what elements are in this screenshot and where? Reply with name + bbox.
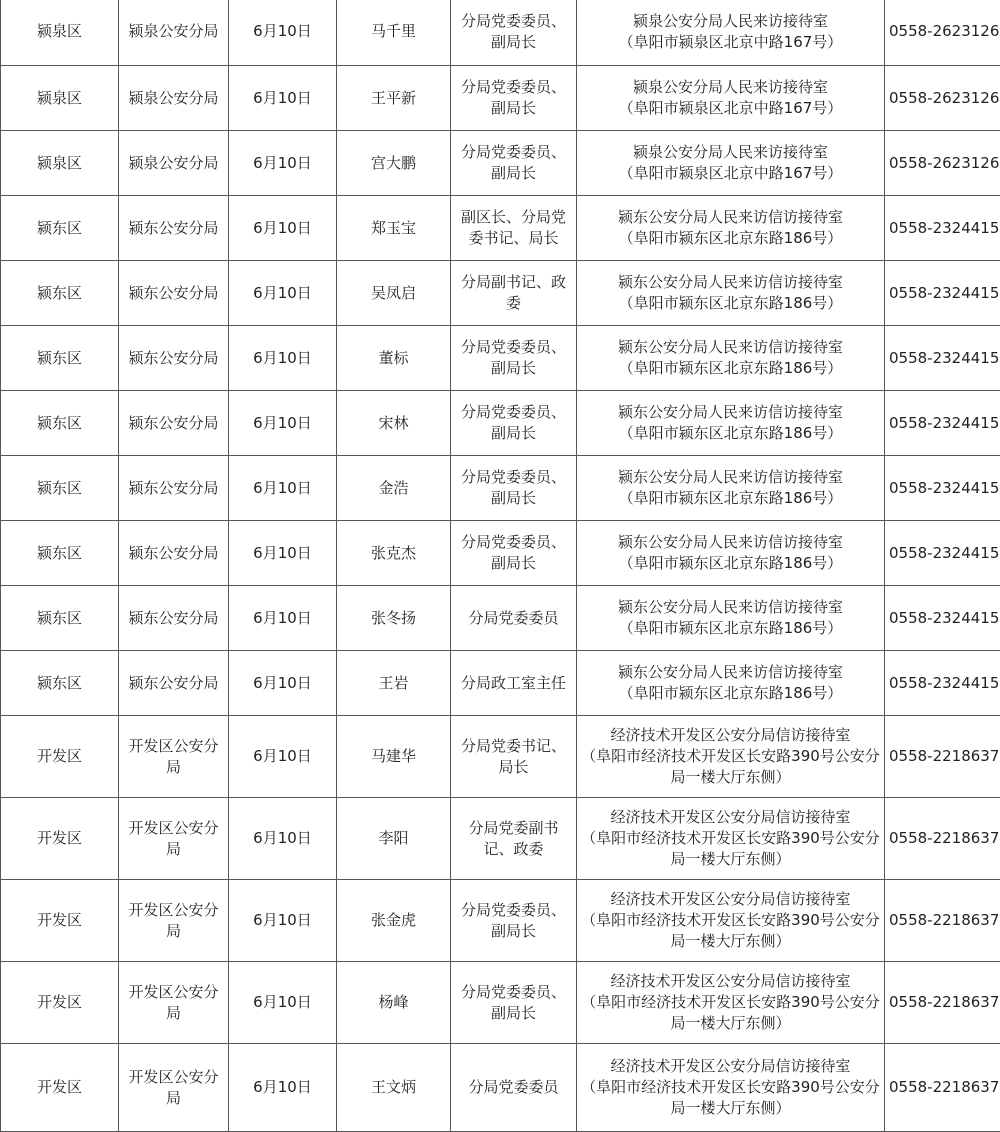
name-cell: 董标 [337, 326, 451, 391]
location-cell [577, 196, 885, 261]
name-cell: 宫大鹏 [337, 131, 451, 196]
location-address: （阜阳市颍东区北京东路186号） [581, 423, 880, 444]
date-cell: 6月10日 [229, 326, 337, 391]
location-name: 颍泉公安分局人民来访接待室 [581, 142, 880, 163]
location-name: 颍东公安分局人民来访信访接待室 [581, 532, 880, 553]
location-address: （阜阳市颍泉区北京中路167号） [581, 163, 880, 184]
location-name: 颍泉公安分局人民来访接待室 [581, 77, 880, 98]
bureau-cell: 开发区公安分局 [119, 880, 229, 962]
title-cell: 分局党委委员、副局长 [451, 521, 577, 586]
bureau-cell: 颍东公安分局 [119, 651, 229, 716]
bureau-cell: 颍东公安分局 [119, 521, 229, 586]
bureau-cell: 颍东公安分局 [119, 196, 229, 261]
phone-cell: 0558-2623126 [885, 0, 1000, 66]
name-cell: 张克杰 [337, 521, 451, 586]
name-cell: 金浩 [337, 456, 451, 521]
location-cell [577, 0, 885, 66]
bureau-cell: 开发区公安分局 [119, 716, 229, 798]
title-cell: 分局党委委员 [451, 1044, 577, 1132]
date-cell: 6月10日 [229, 651, 337, 716]
district-cell: 颍泉区 [1, 0, 119, 66]
location-address: （阜阳市颍东区北京东路186号） [581, 553, 880, 574]
table-row [1, 716, 1000, 798]
location-cell [577, 798, 885, 880]
location-cell [577, 651, 885, 716]
location-address: （阜阳市颍泉区北京中路167号） [581, 98, 880, 119]
phone-cell: 0558-2324415 [885, 391, 1000, 456]
title-cell: 分局党委委员、副局长 [451, 66, 577, 131]
table-row [1, 456, 1000, 521]
district-cell: 颍东区 [1, 651, 119, 716]
district-cell: 颍泉区 [1, 66, 119, 131]
table-row [1, 391, 1000, 456]
table-row [1, 586, 1000, 651]
location-cell [577, 456, 885, 521]
district-cell: 颍东区 [1, 456, 119, 521]
bureau-cell: 颍泉公安分局 [119, 66, 229, 131]
bureau-cell: 开发区公安分局 [119, 962, 229, 1044]
location-cell [577, 66, 885, 131]
location-address: （阜阳市经济技术开发区长安路390号公安分局一楼大厅东侧） [581, 1077, 880, 1119]
district-cell: 颍东区 [1, 391, 119, 456]
table-row [1, 880, 1000, 962]
phone-cell: 0558-2218637 [885, 1044, 1000, 1132]
table-row [1, 1044, 1000, 1132]
location-cell [577, 131, 885, 196]
location-name: 颍东公安分局人民来访信访接待室 [581, 207, 880, 228]
table-row [1, 798, 1000, 880]
location-name: 颍泉公安分局人民来访接待室 [581, 11, 880, 32]
name-cell: 郑玉宝 [337, 196, 451, 261]
district-cell: 开发区 [1, 1044, 119, 1132]
bureau-cell: 开发区公安分局 [119, 798, 229, 880]
location-name: 颍东公安分局人民来访信访接待室 [581, 467, 880, 488]
district-cell: 开发区 [1, 798, 119, 880]
name-cell: 王岩 [337, 651, 451, 716]
district-cell: 颍东区 [1, 261, 119, 326]
title-cell: 分局党委委员、副局长 [451, 326, 577, 391]
location-cell [577, 521, 885, 586]
phone-cell: 0558-2324415 [885, 521, 1000, 586]
district-cell: 颍东区 [1, 586, 119, 651]
title-cell: 分局党委委员、副局长 [451, 962, 577, 1044]
table-row [1, 326, 1000, 391]
bureau-cell: 颍东公安分局 [119, 261, 229, 326]
location-cell [577, 261, 885, 326]
location-address: （阜阳市经济技术开发区长安路390号公安分局一楼大厅东侧） [581, 992, 880, 1034]
title-cell: 分局党委委员、副局长 [451, 0, 577, 66]
name-cell: 杨峰 [337, 962, 451, 1044]
date-cell: 6月10日 [229, 1044, 337, 1132]
date-cell: 6月10日 [229, 880, 337, 962]
phone-cell: 0558-2218637 [885, 716, 1000, 798]
location-name: 经济技术开发区公安分局信访接待室 [581, 889, 880, 910]
phone-cell: 0558-2218637 [885, 962, 1000, 1044]
bureau-cell: 颍泉公安分局 [119, 131, 229, 196]
name-cell: 王文炳 [337, 1044, 451, 1132]
location-cell [577, 391, 885, 456]
date-cell: 6月10日 [229, 586, 337, 651]
location-cell [577, 880, 885, 962]
date-cell: 6月10日 [229, 716, 337, 798]
bureau-cell: 颍东公安分局 [119, 456, 229, 521]
district-cell: 开发区 [1, 880, 119, 962]
table-row [1, 0, 1000, 66]
name-cell: 张金虎 [337, 880, 451, 962]
district-cell: 开发区 [1, 716, 119, 798]
table-row [1, 261, 1000, 326]
date-cell: 6月10日 [229, 962, 337, 1044]
location-cell [577, 1044, 885, 1132]
title-cell: 分局党委委员、副局长 [451, 456, 577, 521]
location-name: 颍东公安分局人民来访信访接待室 [581, 402, 880, 423]
location-name: 颍东公安分局人民来访信访接待室 [581, 597, 880, 618]
date-cell: 6月10日 [229, 456, 337, 521]
bureau-cell: 开发区公安分局 [119, 1044, 229, 1132]
location-cell [577, 326, 885, 391]
location-name: 经济技术开发区公安分局信访接待室 [581, 807, 880, 828]
name-cell: 张冬扬 [337, 586, 451, 651]
bureau-cell: 颍东公安分局 [119, 586, 229, 651]
district-cell: 开发区 [1, 962, 119, 1044]
table-body [1, 0, 1000, 1132]
location-address: （阜阳市颍东区北京东路186号） [581, 488, 880, 509]
title-cell: 分局党委委员、副局长 [451, 880, 577, 962]
date-cell: 6月10日 [229, 66, 337, 131]
district-cell: 颍东区 [1, 196, 119, 261]
location-name: 经济技术开发区公安分局信访接待室 [581, 1056, 880, 1077]
date-cell: 6月10日 [229, 521, 337, 586]
title-cell: 分局副书记、政委 [451, 261, 577, 326]
table-row [1, 196, 1000, 261]
table-row [1, 651, 1000, 716]
location-address: （阜阳市经济技术开发区长安路390号公安分局一楼大厅东侧） [581, 910, 880, 952]
name-cell: 王平新 [337, 66, 451, 131]
title-cell: 分局党委副书记、政委 [451, 798, 577, 880]
table-row [1, 962, 1000, 1044]
phone-cell: 0558-2324415 [885, 456, 1000, 521]
name-cell: 马建华 [337, 716, 451, 798]
title-cell: 分局党委书记、局长 [451, 716, 577, 798]
phone-cell: 0558-2623126 [885, 131, 1000, 196]
location-address: （阜阳市颍东区北京东路186号） [581, 358, 880, 379]
phone-cell: 0558-2324415 [885, 261, 1000, 326]
name-cell: 吴凤启 [337, 261, 451, 326]
title-cell: 分局党委委员 [451, 586, 577, 651]
bureau-cell: 颍东公安分局 [119, 391, 229, 456]
name-cell: 马千里 [337, 0, 451, 66]
title-cell: 分局党委委员、副局长 [451, 391, 577, 456]
date-cell: 6月10日 [229, 196, 337, 261]
date-cell: 6月10日 [229, 131, 337, 196]
phone-cell: 0558-2218637 [885, 798, 1000, 880]
location-cell [577, 962, 885, 1044]
phone-cell: 0558-2324415 [885, 196, 1000, 261]
location-address: （阜阳市颍泉区北京中路167号） [581, 32, 880, 53]
location-name: 经济技术开发区公安分局信访接待室 [581, 971, 880, 992]
bureau-cell: 颍泉公安分局 [119, 0, 229, 66]
location-address: （阜阳市颍东区北京东路186号） [581, 228, 880, 249]
table-row [1, 131, 1000, 196]
table-row [1, 521, 1000, 586]
location-name: 颍东公安分局人民来访信访接待室 [581, 337, 880, 358]
location-address: （阜阳市经济技术开发区长安路390号公安分局一楼大厅东侧） [581, 746, 880, 788]
title-cell: 副区长、分局党委书记、局长 [451, 196, 577, 261]
location-address: （阜阳市颍东区北京东路186号） [581, 618, 880, 639]
location-name: 颍东公安分局人民来访信访接待室 [581, 272, 880, 293]
name-cell: 李阳 [337, 798, 451, 880]
title-cell: 分局党委委员、副局长 [451, 131, 577, 196]
location-cell [577, 586, 885, 651]
date-cell: 6月10日 [229, 391, 337, 456]
district-cell: 颍东区 [1, 326, 119, 391]
date-cell: 6月10日 [229, 261, 337, 326]
name-cell: 宋林 [337, 391, 451, 456]
bureau-cell: 颍东公安分局 [119, 326, 229, 391]
location-address: （阜阳市经济技术开发区长安路390号公安分局一楼大厅东侧） [581, 828, 880, 870]
phone-cell: 0558-2218637 [885, 880, 1000, 962]
phone-cell: 0558-2324415 [885, 586, 1000, 651]
district-cell: 颍东区 [1, 521, 119, 586]
date-cell: 6月10日 [229, 0, 337, 66]
phone-cell: 0558-2623126 [885, 66, 1000, 131]
district-cell: 颍泉区 [1, 131, 119, 196]
location-address: （阜阳市颍东区北京东路186号） [581, 683, 880, 704]
date-cell: 6月10日 [229, 798, 337, 880]
location-name: 颍东公安分局人民来访信访接待室 [581, 662, 880, 683]
phone-cell: 0558-2324415 [885, 326, 1000, 391]
table-row [1, 66, 1000, 131]
location-cell [577, 716, 885, 798]
phone-cell: 0558-2324415 [885, 651, 1000, 716]
location-address: （阜阳市颍东区北京东路186号） [581, 293, 880, 314]
location-name: 经济技术开发区公安分局信访接待室 [581, 725, 880, 746]
title-cell: 分局政工室主任 [451, 651, 577, 716]
